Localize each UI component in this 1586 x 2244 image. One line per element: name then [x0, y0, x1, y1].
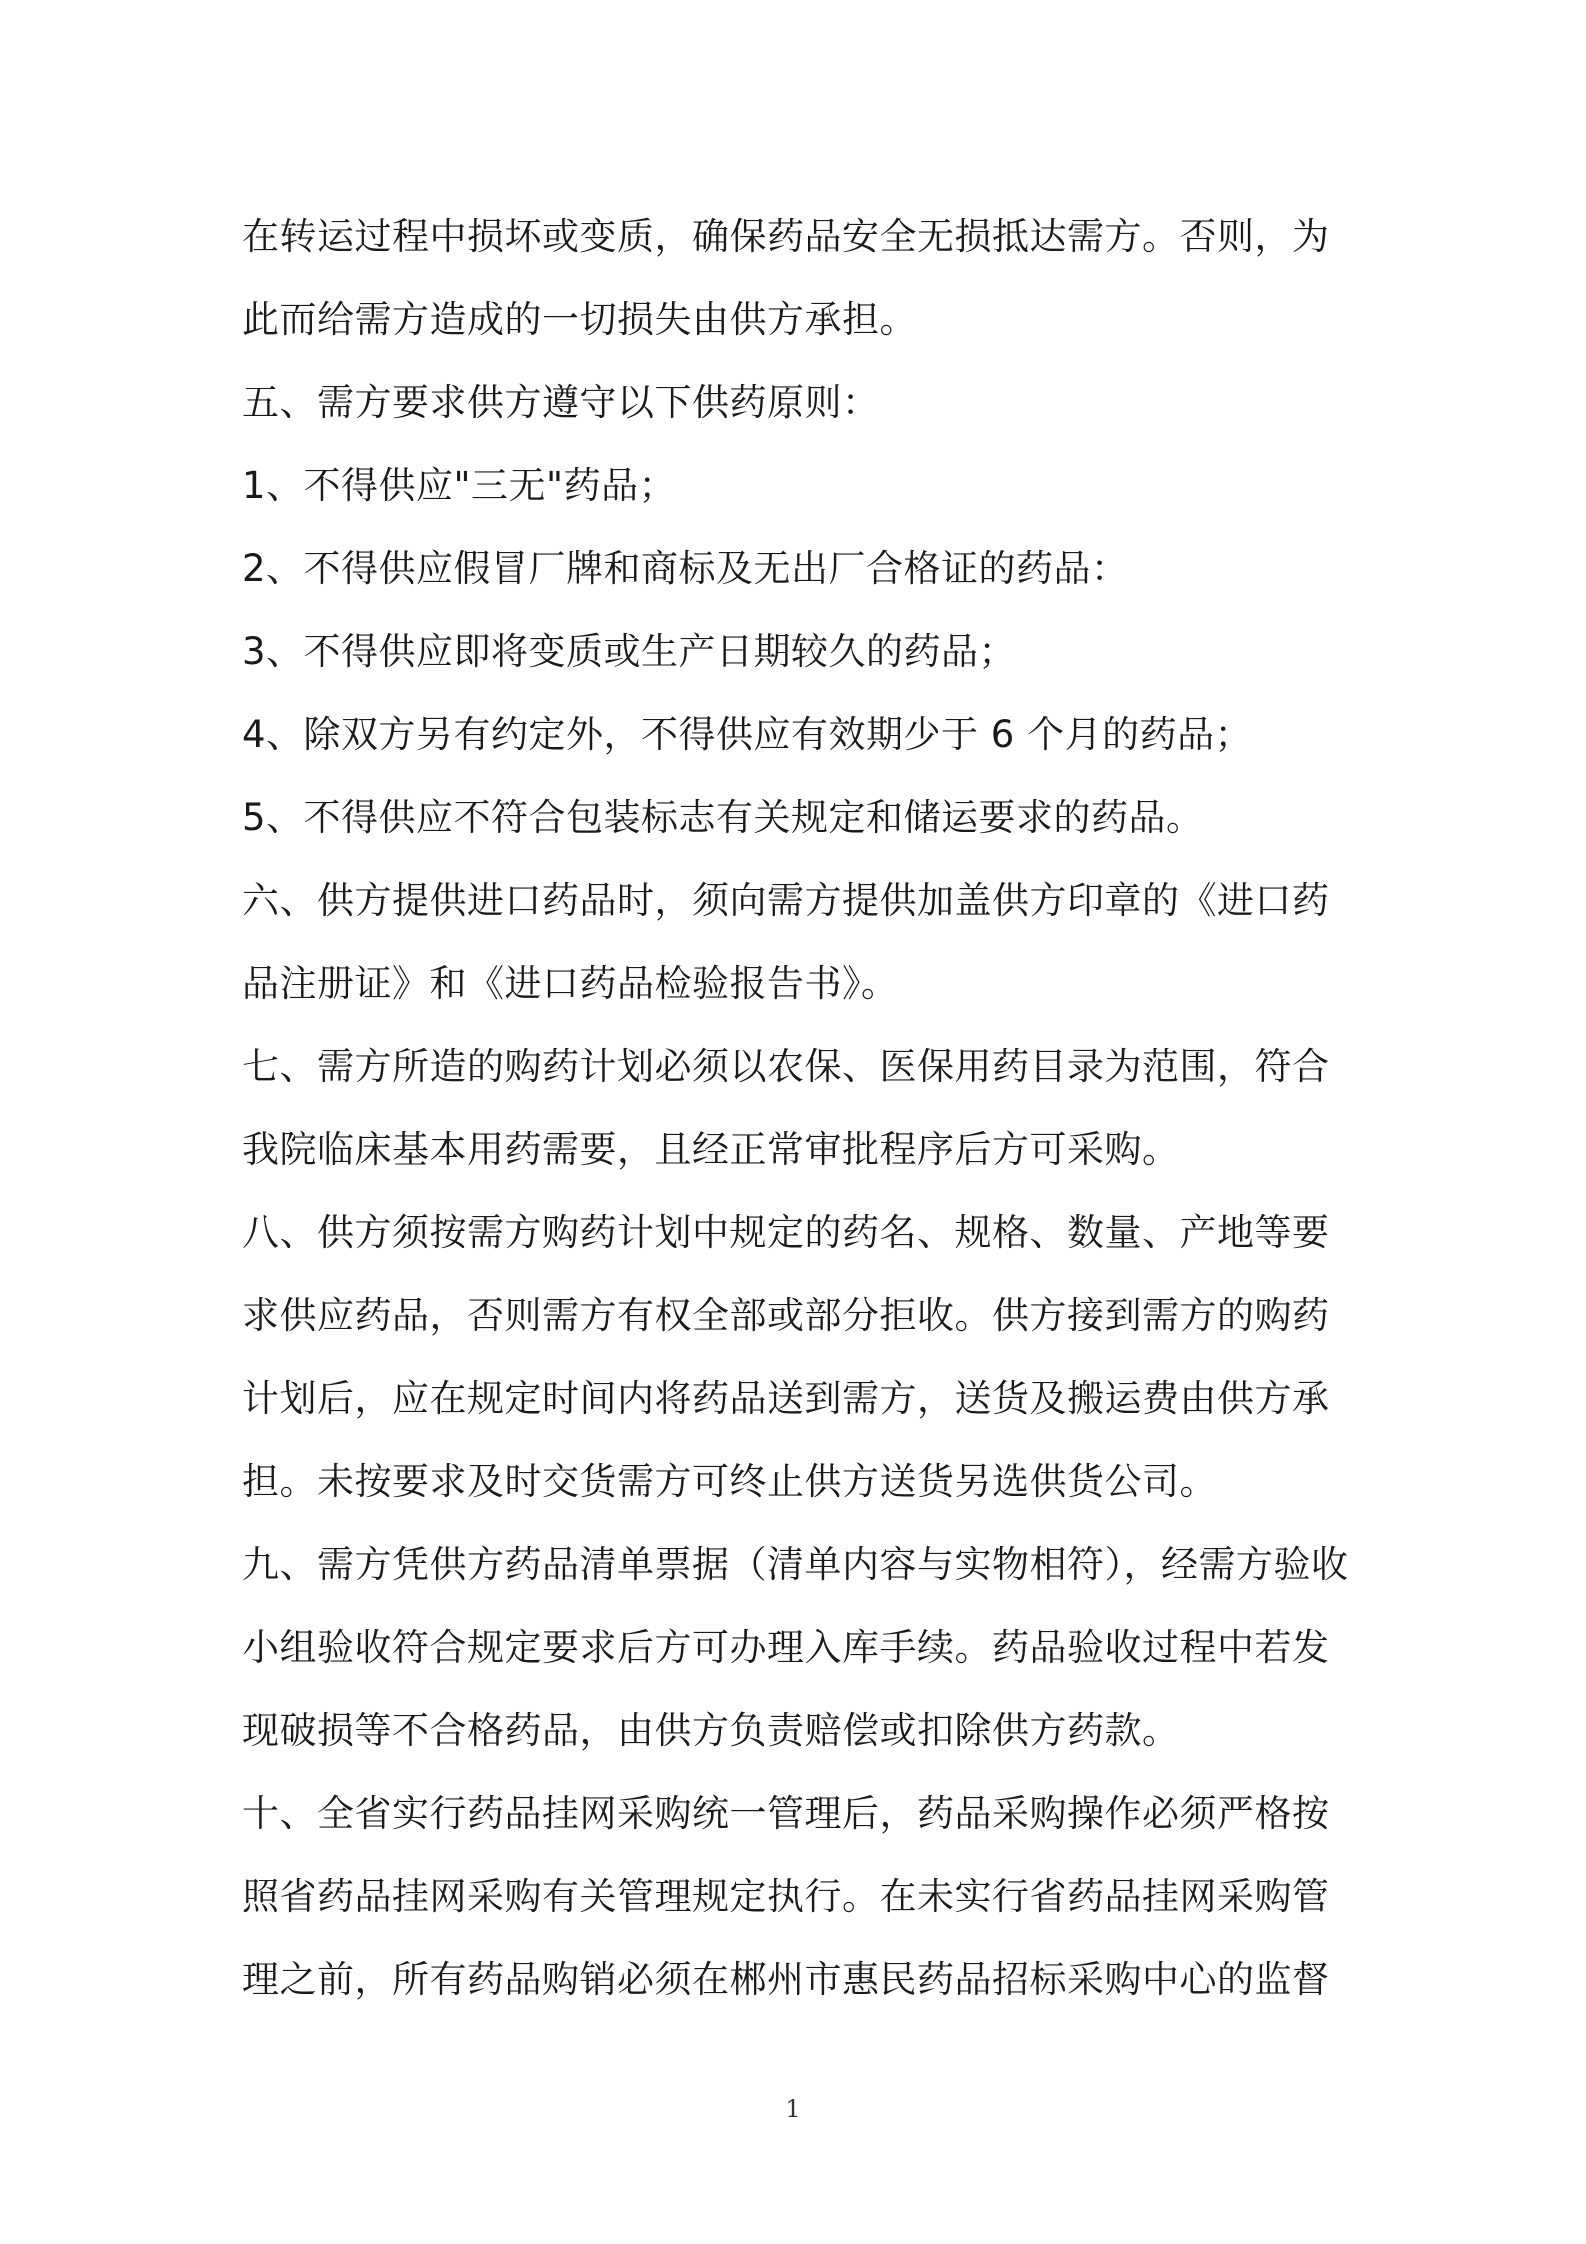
text-line: 2、不得供应假冒厂牌和商标及无出厂合格证的药品：	[242, 547, 1129, 590]
body-text	[242, 195, 1362, 2021]
text-line: 小组验收符合规定要求后方可办理入库手续。药品验收过程中若发	[242, 1626, 1330, 1669]
text-line: 照省药品挂网采购有关管理规定执行。在未实行省药品挂网采购管	[242, 1875, 1330, 1918]
text-line: 八、供方须按需方购药计划中规定的药名、规格、数量、产地等要	[242, 1211, 1330, 1254]
text-line: 担。未按要求及时交货需方可终止供方送货另选供货公司。	[242, 1460, 1217, 1503]
text-line: 理之前，所有药品购销必须在郴州市惠民药品招标采购中心的监督	[242, 1958, 1330, 2001]
text-line: 七、需方所造的购药计划必须以农保、医保用药目录为范围，符合	[242, 1045, 1330, 1088]
text-line: 计划后，应在规定时间内将药品送到需方，送货及搬运费由供方承	[242, 1377, 1330, 1420]
text-line: 十、全省实行药品挂网采购统一管理后，药品采购操作必须严格按	[242, 1792, 1330, 1835]
text-line: 4、除双方另有约定外，不得供应有效期少于 6 个月的药品；	[242, 713, 1253, 756]
text-line: 现破损等不合格药品，由供方负责赔偿或扣除供方药款。	[242, 1709, 1180, 1752]
page-number: 1	[785, 2095, 801, 2123]
text-line: 我院临床基本用药需要，且经正常审批程序后方可采购。	[242, 1128, 1180, 1171]
text-line: 六、供方提供进口药品时，须向需方提供加盖供方印章的《进口药	[242, 879, 1330, 922]
text-line: 在转运过程中损坏或变质，确保药品安全无损抵达需方。否则，为	[242, 215, 1330, 258]
text-line: 九、需方凭供方药品清单票据（清单内容与实物相符），经需方验收	[242, 1543, 1349, 1586]
text-line: 五、需方要求供方遵守以下供药原则：	[242, 381, 880, 424]
text-line: 5、不得供应不符合包装标志有关规定和储运要求的药品。	[242, 796, 1204, 839]
text-line: 3、不得供应即将变质或生产日期较久的药品；	[242, 630, 1017, 673]
text-line: 求供应药品，否则需方有权全部或部分拒收。供方接到需方的购药	[242, 1294, 1330, 1337]
text-line: 品注册证》和《进口药品检验报告书》。	[242, 962, 899, 1005]
text-line: 1、不得供应"三无"药品；	[242, 464, 677, 507]
text-line: 此而给需方造成的一切损失由供方承担。	[242, 298, 917, 341]
